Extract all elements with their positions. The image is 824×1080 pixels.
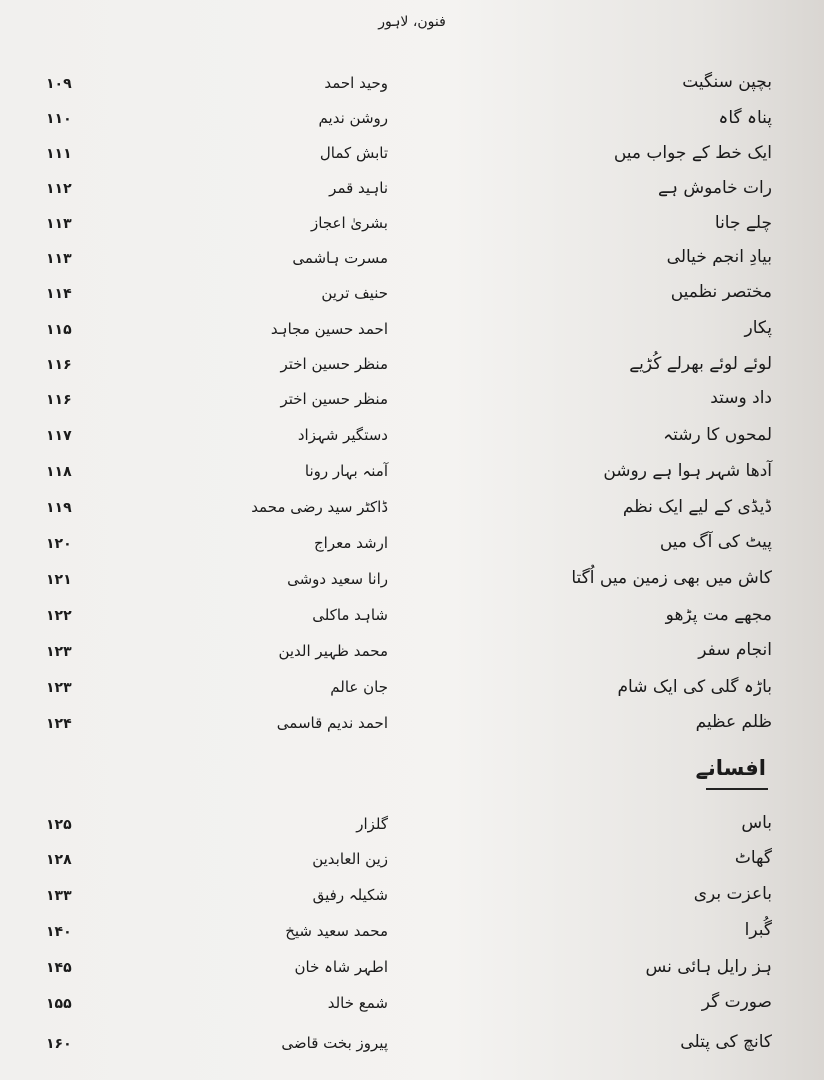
page-number: ۱۱۵ (46, 322, 72, 338)
entry-author: ارشد معراج (313, 534, 388, 552)
entry-author: پیروز بخت قاضی (281, 1034, 388, 1052)
entry-title: رات خاموش ہے (658, 178, 772, 198)
entry-title: گھاٹ (734, 848, 772, 868)
entry-author: روشن ندیم (318, 109, 388, 127)
toc-entry (0, 848, 824, 878)
page-number: ۱۱۴ (46, 286, 72, 302)
page-number: ۱۰۹ (46, 76, 72, 92)
toc-entry (0, 532, 824, 562)
entry-author: اطہر شاہ خان (294, 958, 388, 976)
entry-title: انجام سفر (698, 640, 772, 660)
entry-author: زین العابدین (312, 850, 388, 868)
page-number: ۱۲۱ (46, 572, 72, 588)
toc-entry (0, 247, 824, 277)
entry-author: رانا سعید دوشی (287, 570, 388, 588)
entry-author: شمع خالد (327, 994, 388, 1012)
entry-title: گُبرا (744, 920, 772, 940)
toc-entry (0, 992, 824, 1022)
page-number: ۱۲۳ (46, 644, 72, 660)
entry-author: منظر حسین اختر (280, 390, 388, 408)
entry-title: کانچ کی پتلی (680, 1032, 772, 1052)
journal-title: فنون، لاہور (378, 14, 446, 30)
entry-author: جان عالم (330, 678, 388, 696)
toc-entry (0, 424, 824, 454)
entry-title: داد وستد (710, 388, 772, 408)
page-number: ۱۴۰ (46, 924, 72, 940)
toc-entry (0, 1032, 824, 1062)
toc-entry (0, 353, 824, 383)
page-number: ۱۱۶ (46, 392, 72, 408)
toc-entry (0, 72, 824, 102)
toc-entry (0, 460, 824, 490)
section-underline (706, 788, 768, 790)
entry-title: پکار (744, 318, 772, 338)
entry-title: لمحوں کا رشتہ (663, 425, 772, 445)
toc-entry (0, 142, 824, 172)
entry-author: حنیف ترین (321, 284, 388, 302)
page-number: ۱۱۹ (46, 500, 72, 516)
entry-author: تابش کمال (319, 144, 388, 162)
entry-title: پیٹ کی آگ میں (659, 532, 772, 552)
page-number: ۱۱۲ (46, 181, 72, 197)
page-number: ۱۲۰ (46, 536, 72, 552)
page-number: ۱۱۳ (46, 251, 72, 267)
toc-entry (0, 318, 824, 348)
page-number: ۱۱۶ (46, 357, 72, 373)
page-number: ۱۱۷ (46, 428, 72, 444)
page-number: ۱۲۴ (46, 716, 72, 732)
entry-author: احمد حسین مجاہد (270, 320, 388, 338)
page-number: ۱۶۰ (46, 1036, 72, 1052)
toc-entry (0, 496, 824, 526)
entry-title: آدھا شہر ہوا ہے روشن (603, 461, 772, 481)
toc-entry (0, 676, 824, 706)
page-number: ۱۲۲ (46, 608, 72, 624)
entry-title: باڑہ گلی کی ایک شام (617, 677, 772, 697)
toc-entry (0, 177, 824, 207)
toc-entry (0, 640, 824, 670)
toc-entry (0, 388, 824, 418)
toc-entry (0, 107, 824, 137)
entry-title: بچپن سنگیت (682, 72, 772, 92)
entry-title: مختصر نظمیں (670, 282, 772, 302)
entry-title: ہز رایل ہائی نس (645, 957, 772, 977)
entry-author: وحید احمد (324, 74, 388, 92)
entry-title: چلے جانا (714, 213, 772, 233)
page-number: ۱۳۳ (46, 888, 72, 904)
entry-title: صورت گر (701, 992, 772, 1012)
entry-author: مسرت ہاشمی (292, 249, 388, 267)
running-header (0, 14, 824, 30)
entry-author: آمنہ بہار رونا (304, 462, 388, 480)
page-number: ۱۲۸ (46, 852, 72, 868)
entry-author: محمد سعید شیخ (285, 922, 388, 940)
toc-entry (0, 604, 824, 634)
entry-title: پناہ گاہ (718, 108, 772, 128)
toc-entry (0, 956, 824, 986)
toc-entry (0, 212, 824, 242)
page-number: ۱۲۵ (46, 817, 72, 833)
entry-title: ظلم عظیم (695, 712, 772, 732)
page-number: ۱۱۸ (46, 464, 72, 480)
toc-entry (0, 568, 824, 598)
entry-author: دستگیر شہزاد (297, 426, 388, 444)
page-number: ۱۱۰ (46, 111, 72, 127)
page-number: ۱۲۳ (46, 680, 72, 696)
entry-author: ناہید قمر (329, 179, 388, 197)
page-number: ۱۴۵ (46, 960, 72, 976)
entry-title: باعزت بری (693, 884, 772, 904)
entry-title: باس (741, 813, 772, 833)
entry-author: شاہد ماکلی (312, 606, 388, 624)
toc-entry (0, 712, 824, 742)
entry-title: لوئے لوئے بھرلے کُڑیے (629, 354, 772, 374)
entry-author: محمد ظہیر الدین (278, 642, 388, 660)
toc-entry (0, 813, 824, 843)
entry-title: کاش میں بھی زمین میں اُگتا (571, 568, 772, 588)
section-heading-stories: افسانے (695, 756, 766, 780)
toc-entry (0, 884, 824, 914)
entry-author: منظر حسین اختر (280, 355, 388, 373)
entry-author: شکیلہ رفیق (312, 886, 388, 904)
toc-entry (0, 920, 824, 950)
entry-author: ڈاکٹر سید رضی محمد (251, 498, 388, 516)
entry-title: ایک خط کے جواب میں (613, 143, 772, 163)
entry-author: بشریٰ اعجاز (311, 214, 388, 232)
page-number: ۱۱۱ (46, 146, 72, 162)
entry-author: احمد ندیم قاسمی (276, 714, 388, 732)
page-number: ۱۱۳ (46, 216, 72, 232)
toc-entry (0, 282, 824, 312)
entry-title: ڈیڈی کے لیے ایک نظم (622, 497, 772, 517)
entry-title: مجھے مت پڑھو (665, 605, 772, 625)
page-number: ۱۵۵ (46, 996, 72, 1012)
entry-author: گلزار (356, 815, 388, 833)
entry-title: بیادِ انجم خیالی (666, 247, 772, 267)
